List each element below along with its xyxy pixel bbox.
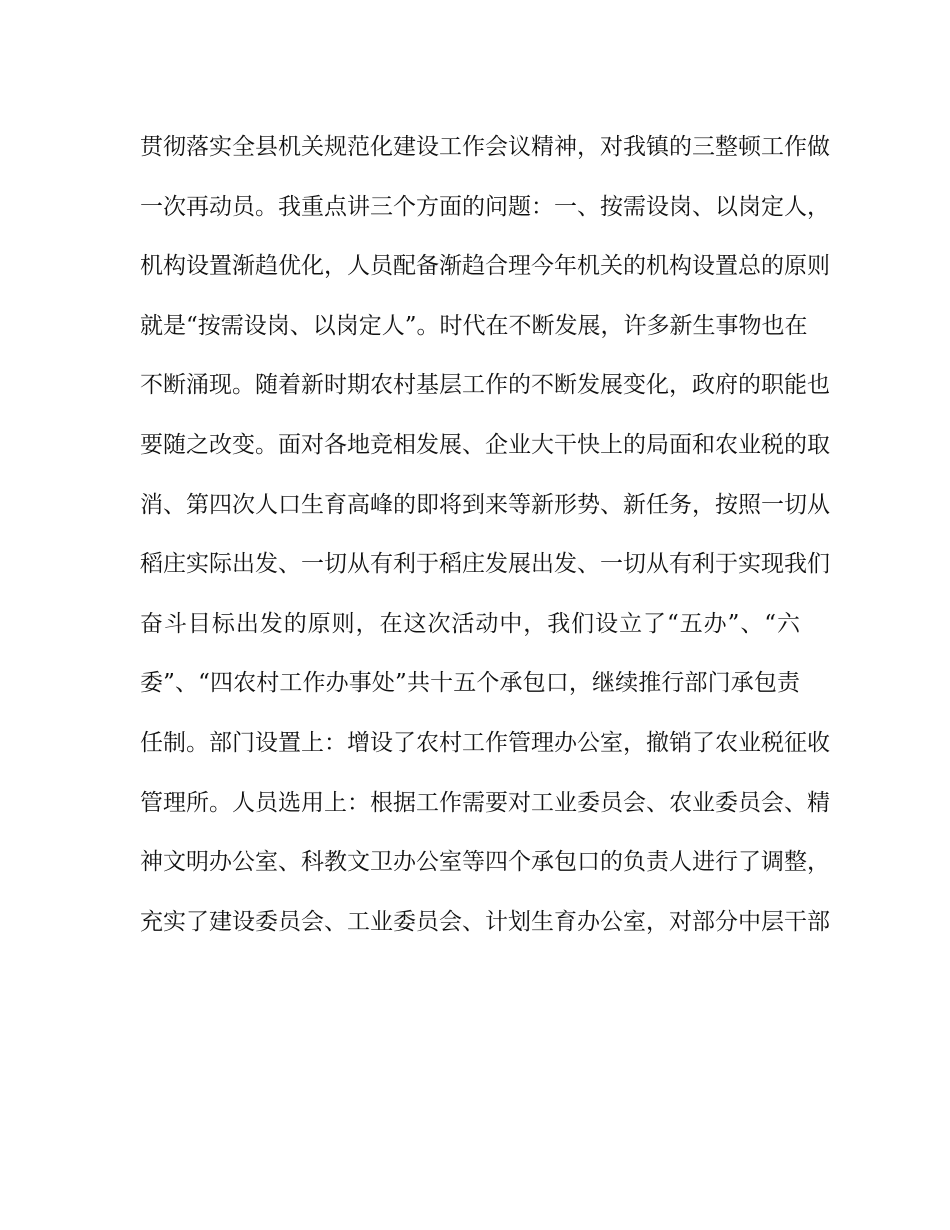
text-line: 稻庄实际出发、一切从有利于稻庄发展出发、一切从有利于实现我们 <box>140 551 830 578</box>
text-line: 要随之改变。面对各地竞相发展、企业大干快上的局面和农业税的取 <box>140 431 830 458</box>
text-line: 任制。部门设置上：增设了农村工作管理办公室，撤销了农业税征收 <box>140 729 830 756</box>
text-line: 一次再动员。我重点讲三个方面的问题：一、按需设岗、以岗定人， <box>140 193 830 220</box>
text-line: 不断涌现。随着新时期农村基层工作的不断发展变化，政府的职能也 <box>140 372 830 399</box>
body-paragraph <box>140 118 830 952</box>
text-line: 委”、“四农村工作办事处”共十五个承包口，继续推行部门承包责 <box>140 670 800 697</box>
text-line: 充实了建设委员会、工业委员会、计划生育办公室，对部分中层干部 <box>140 908 830 935</box>
text-line: 消、第四次人口生育高峰的即将到来等新形势、新任务，按照一切从 <box>140 491 830 518</box>
text-line: 神文明办公室、科教文卫办公室等四个承包口的负责人进行了调整， <box>140 849 830 876</box>
text-line: 就是“按需设岗、以岗定人”。时代在不断发展，许多新生事物也在 <box>140 312 808 339</box>
text-line: 奋斗目标出发的原则，在这次活动中，我们设立了“五办”、“六 <box>140 610 800 637</box>
text-line: 贯彻落实全县机关规范化建设工作会议精神，对我镇的三整顿工作做 <box>140 134 830 160</box>
text-line: 机构设置渐趋优化，人员配备渐趋合理今年机关的机构设置总的原则 <box>140 253 830 280</box>
text-line: 管理所。人员选用上：根据工作需要对工业委员会、农业委员会、精 <box>140 789 830 816</box>
